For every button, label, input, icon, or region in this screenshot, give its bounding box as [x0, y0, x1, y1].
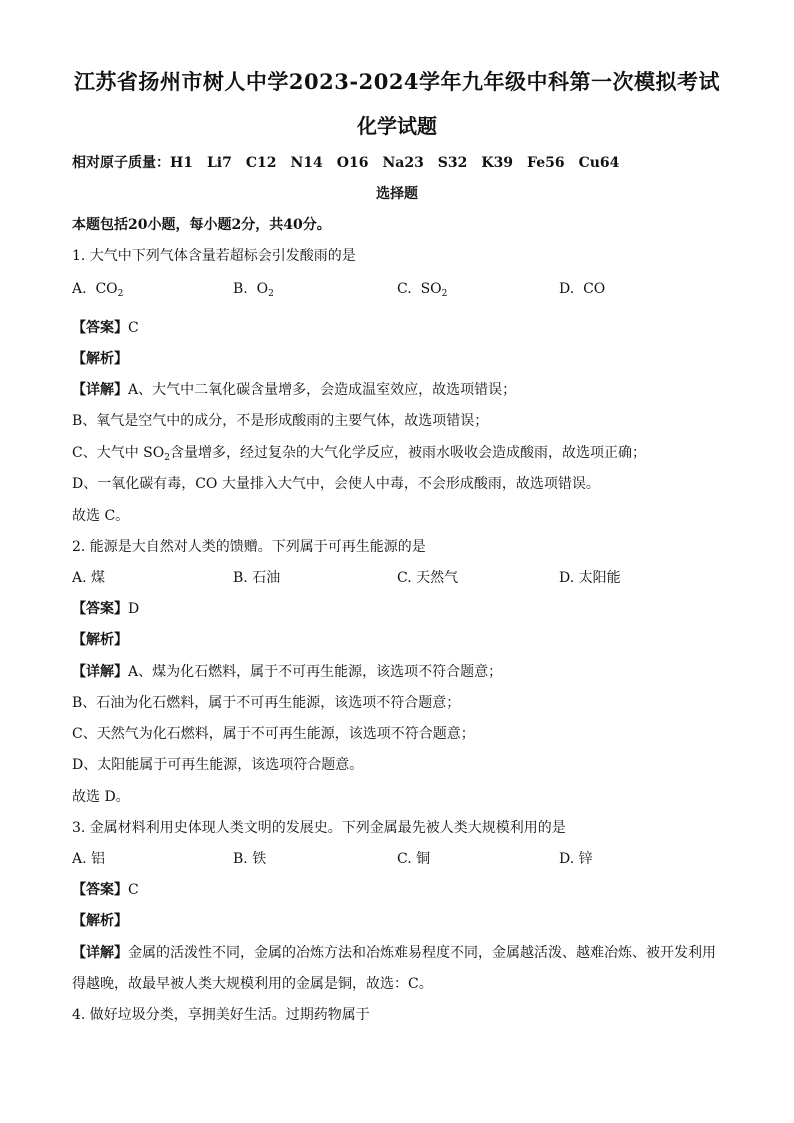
- question-2-detail-b: B、石油为化石燃料，属于不可再生能源，该选项不符合题意；: [72, 695, 461, 711]
- option-b: B. 铁: [233, 851, 267, 867]
- option-a: A. $CO_2$: [72, 281, 124, 299]
- question-3-stem: 3. 金属材料利用史体现人类文明的发展史。下列金属最先被人类大规模利用的是: [72, 820, 566, 836]
- option-c: C. 天然气: [397, 570, 459, 586]
- option-d: D. 太阳能: [559, 570, 621, 586]
- question-1-analysis: 【解析】: [72, 351, 128, 367]
- question-3-answer: 【答案】C: [72, 882, 139, 898]
- option-c: C. $SO_2$: [397, 281, 448, 299]
- atomic-masses: 相对原子质量：H1 Li7 C12 N14 O16 Na23 S32 K39 Fe56 Cu64: [72, 155, 620, 171]
- question-2-detail-d: D、太阳能属于可再生能源，该选项符合题意。: [72, 757, 364, 773]
- question-3-detail-1: 【详解】金属的活泼性不同，金属的冶炼方法和冶炼难易程度不同，金属越活泼、越难冶炼、被开发利用: [72, 945, 716, 961]
- question-1-detail-c: C、大气中 $SO_2$含量增多，经过复杂的大气化学反应，被雨水吸收会造成酸雨，故选项正确；: [72, 445, 646, 463]
- question-3-analysis: 【解析】: [72, 913, 128, 929]
- question-1-conclusion: 故选 C。: [72, 508, 130, 524]
- section-instructions: 本题包括20小题，每小题2分，共40分。: [72, 217, 331, 233]
- question-4-stem: 4. 做好垃圾分类，享拥美好生活。过期药物属于: [72, 1007, 370, 1023]
- question-2-analysis: 【解析】: [72, 632, 128, 648]
- question-1-stem: 1. 大气中下列气体含量若超标会引发酸雨的是: [72, 248, 356, 264]
- option-a: A. 煤: [72, 570, 106, 586]
- question-2-stem: 2. 能源是大自然对人类的馈赠。下列属于可再生能源的是: [72, 539, 426, 555]
- question-3-options: [72, 848, 722, 868]
- section-heading: 选择题: [376, 186, 418, 202]
- question-1-detail-a: 【详解】A、大气中二氧化碳含量增多，会造成温室效应，故选项错误；: [72, 382, 517, 398]
- exam-subtitle: 化学试题: [357, 114, 437, 138]
- question-2-answer: 【答案】D: [72, 601, 140, 617]
- question-3-detail-2: 得越晚，故最早被人类大规模利用的金属是铜，故选：C。: [72, 976, 433, 992]
- option-b: B. 石油: [233, 570, 281, 586]
- question-2-conclusion: 故选 D。: [72, 789, 130, 805]
- question-1-detail-b: B、氧气是空气中的成分，不是形成酸雨的主要气体，故选项错误；: [72, 413, 489, 429]
- option-a: A. 铝: [72, 851, 106, 867]
- exam-title: 江苏省扬州市树人中学2023-2024学年九年级中科第一次模拟考试: [73, 69, 721, 94]
- question-2-detail-a: 【详解】A、煤为化石燃料，属于不可再生能源，该选项不符合题意；: [72, 664, 503, 680]
- option-c: C. 铜: [397, 851, 431, 867]
- question-1-detail-d: D、一氧化碳有毒，CO 大量排入大气中，会使人中毒，不会形成酸雨，故选项错误。: [72, 476, 600, 492]
- option-d: D. CO: [559, 281, 606, 297]
- option-d: D. 锌: [559, 851, 593, 867]
- question-2-detail-c: C、天然气为化石燃料，属于不可再生能源，该选项不符合题意；: [72, 726, 475, 742]
- question-1-options: [72, 281, 722, 301]
- option-b: B. $O_2$: [233, 281, 274, 299]
- question-1-answer: 【答案】C: [72, 320, 139, 336]
- question-2-options: [72, 567, 722, 587]
